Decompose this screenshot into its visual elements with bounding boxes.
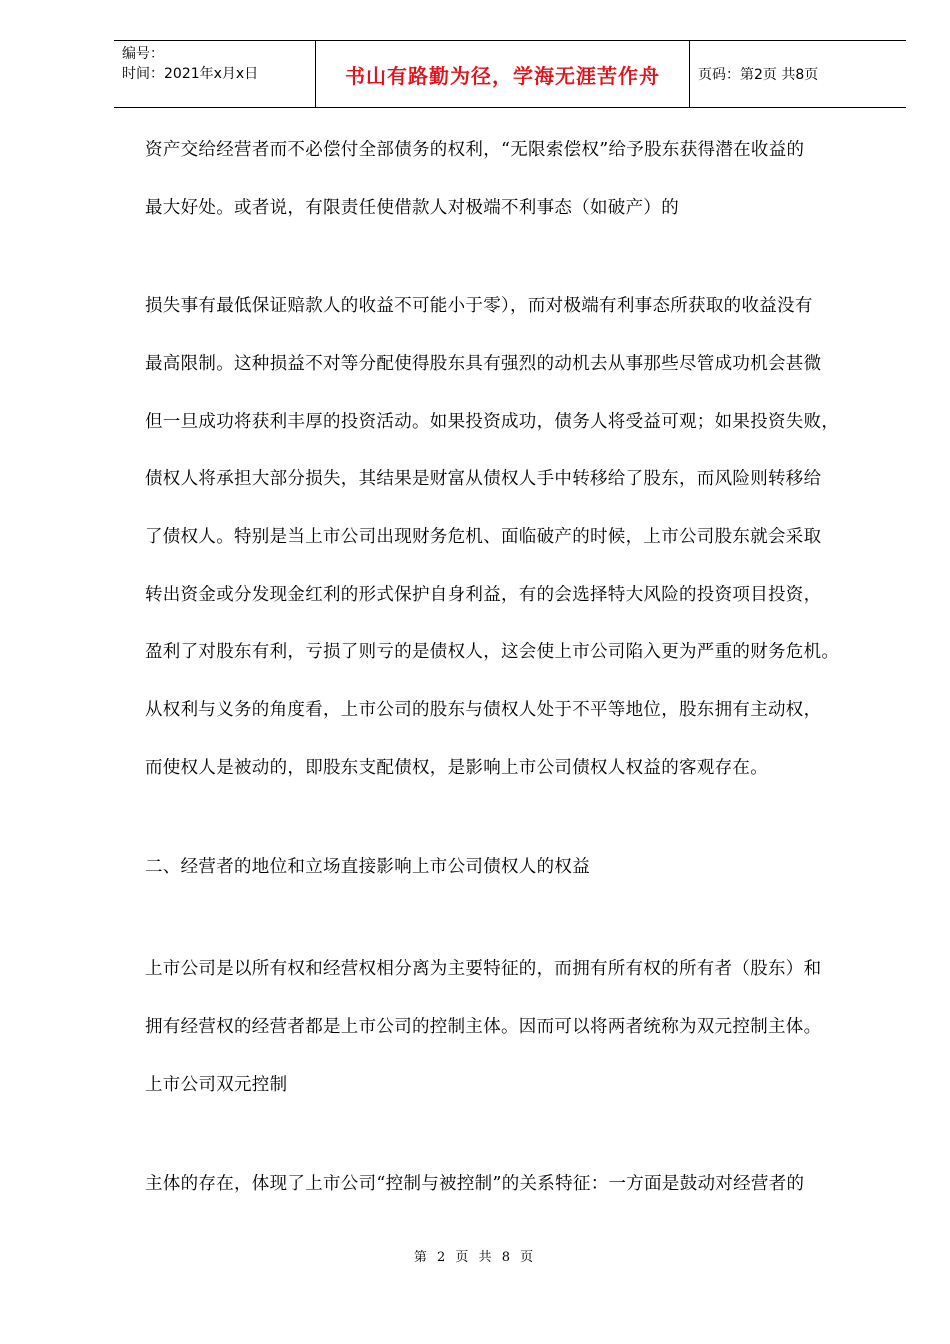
- body-line: 盈利了对股东有利，亏损了则亏的是债权人，这会使上市公司陷入更为严重的财务危机。: [145, 642, 840, 662]
- page-footer: 第 2 页 共 8 页: [413, 1250, 537, 1265]
- header-motto: 书山有路勤为径，学海无涯苦作舟: [345, 63, 660, 88]
- body-line: 主体的存在，体现了上市公司“控制与被控制”的关系特征：一方面是鼓动对经营者的: [145, 1174, 805, 1194]
- body-line: 上市公司是以所有权和经营权相分离为主要特征的，而拥有所有权的所有者（股东）和: [145, 959, 822, 979]
- section-heading: 二、经营者的地位和立场直接影响上市公司债权人的权益: [145, 857, 590, 877]
- body-line: 最高限制。这种损益不对等分配使得股东具有强烈的动机去从事那些尽管成功机会甚微: [145, 354, 822, 374]
- body-line: 但一旦成功将获利丰厚的投资活动。如果投资成功，债务人将受益可观；如果投资失败，: [145, 412, 840, 432]
- document-time-label: 时间：2021年x月x日: [122, 66, 259, 82]
- body-line: 了债权人。特别是当上市公司出现财务危机、面临破产的时候，上市公司股东就会采取: [145, 527, 822, 547]
- body-line: 损失事有最低保证赔款人的收益不可能小于零），而对极端有利事态所获取的收益没有: [145, 296, 813, 316]
- body-line: 从权利与义务的角度看，上市公司的股东与债权人处于不平等地位，股东拥有主动权，: [145, 700, 822, 720]
- body-line: 而使权人是被动的，即股东支配债权，是影响上市公司债权人权益的客观存在。: [145, 758, 768, 778]
- header-page-info: 页码：第2页 共8页: [698, 67, 819, 83]
- document-number-label: 编号：: [122, 46, 164, 62]
- header-page-cell: [690, 41, 906, 107]
- body-line: 拥有经营权的经营者都是上市公司的控制主体。因而可以将两者统称为双元控制主体。: [145, 1017, 822, 1037]
- body-line: 转出资金或分发现金红利的形式保护自身利益，有的会选择特大风险的投资项目投资，: [145, 585, 822, 605]
- page-header: [114, 40, 906, 108]
- body-line: 资产交给经营者而不必偿付全部债务的权利，“无限索偿权”给予股东获得潜在收益的: [145, 140, 805, 160]
- header-motto-cell: [316, 41, 690, 107]
- body-line: 上市公司双元控制: [145, 1075, 288, 1095]
- body-line: 债权人将承担大部分损失，其结果是财富从债权人手中转移给了股东，而风险则转移给: [145, 469, 822, 489]
- body-line: 最大好处。或者说，有限责任使借款人对极端不利事态（如破产）的: [145, 198, 679, 218]
- header-meta-cell: [114, 41, 316, 107]
